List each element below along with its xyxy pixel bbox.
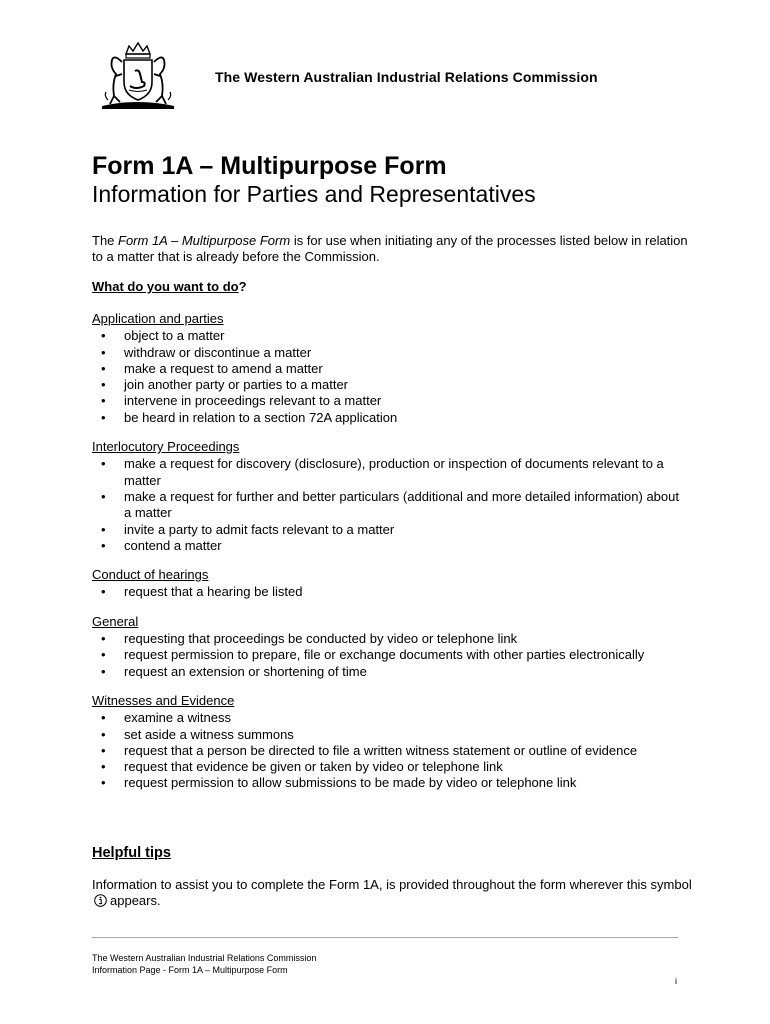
bullet-icon: • bbox=[101, 710, 106, 726]
list-item-text: make a request to amend a matter bbox=[124, 360, 323, 376]
list-item bbox=[92, 727, 682, 743]
list-item bbox=[92, 456, 682, 489]
intro-suffix: is for use when initiating any of the processes listed below in relation to a matter that is already before the Commission. bbox=[92, 233, 688, 264]
list-item bbox=[92, 377, 682, 393]
organisation-header: The Western Australian Industrial Relations Commission bbox=[215, 69, 598, 85]
list-item bbox=[92, 328, 682, 344]
helpful-tips-heading: Helpful tips bbox=[92, 845, 171, 861]
bullet-icon: • bbox=[101, 537, 106, 553]
question-mark: ? bbox=[238, 279, 247, 294]
list-item-text: intervene in proceedings relevant to a matter bbox=[124, 393, 382, 409]
intro-form-name: Form 1A – Multipurpose Form bbox=[118, 233, 291, 248]
question-heading bbox=[92, 279, 247, 294]
list-item-text: request that a person be directed to file a written witness statement or outline of evidence bbox=[124, 742, 638, 758]
tips-text-after: appears. bbox=[110, 893, 161, 908]
section bbox=[92, 439, 682, 554]
list-item-text: request permission to allow submissions to be made by video or telephone link bbox=[124, 775, 577, 791]
list-item-text: make a request for discovery (disclosure), production or inspection of documents relevant to a matter bbox=[124, 456, 664, 488]
list-item bbox=[92, 393, 682, 409]
bullet-list bbox=[92, 456, 682, 554]
bullet-icon: • bbox=[101, 488, 106, 504]
section bbox=[92, 311, 682, 426]
list-item bbox=[92, 710, 682, 726]
list-item-text: examine a witness bbox=[124, 710, 231, 726]
list-item-text: request that evidence be given or taken by video or telephone link bbox=[124, 759, 503, 775]
info-icon bbox=[94, 894, 107, 907]
bullet-list bbox=[92, 710, 682, 791]
list-item bbox=[92, 664, 682, 680]
intro-paragraph bbox=[92, 233, 692, 265]
bullet-icon: • bbox=[101, 759, 106, 775]
bullet-list bbox=[92, 584, 682, 600]
section-title: Application and parties bbox=[92, 311, 224, 326]
list-item bbox=[92, 584, 682, 600]
page-subtitle: Information for Parties and Representatives bbox=[92, 181, 536, 207]
list-item-text: set aside a witness summons bbox=[124, 726, 294, 742]
section-title: Conduct of hearings bbox=[92, 567, 209, 583]
bullet-icon: • bbox=[101, 647, 106, 663]
bullet-icon: • bbox=[101, 344, 106, 360]
section bbox=[92, 614, 682, 680]
list-item bbox=[92, 631, 682, 647]
question-text: What do you want to do bbox=[92, 279, 239, 294]
tips-text-before: Information to assist you to complete the Form 1A, is provided throughout the form wherever this symbol bbox=[92, 877, 692, 892]
bullet-icon: • bbox=[101, 631, 106, 647]
bullet-icon: • bbox=[101, 726, 106, 742]
bullet-icon: • bbox=[101, 521, 106, 537]
list-item bbox=[92, 743, 682, 759]
page-title: Form 1A – Multipurpose Form bbox=[92, 152, 447, 180]
bullet-icon: • bbox=[101, 663, 106, 679]
bullet-icon: • bbox=[101, 584, 106, 600]
footer-divider bbox=[92, 937, 678, 938]
list-item-text: join another party or parties to a matter bbox=[124, 377, 349, 393]
bullet-icon: • bbox=[101, 456, 106, 472]
list-item-text: be heard in relation to a section 72A application bbox=[124, 409, 398, 425]
process-sections bbox=[92, 311, 682, 805]
list-item bbox=[92, 361, 682, 377]
bullet-icon: • bbox=[101, 377, 106, 393]
intro-prefix: The bbox=[92, 233, 119, 248]
section bbox=[92, 567, 682, 601]
list-item-text: contend a matter bbox=[124, 537, 222, 553]
list-item bbox=[92, 647, 682, 663]
footer-organisation: The Western Australian Industrial Relations Commission bbox=[92, 953, 317, 963]
bullet-list bbox=[92, 631, 682, 680]
bullet-list bbox=[92, 328, 682, 426]
coat-of-arms-logo bbox=[96, 40, 180, 112]
section-title: Interlocutory Proceedings bbox=[92, 439, 240, 455]
list-item bbox=[92, 489, 682, 522]
list-item bbox=[92, 759, 682, 775]
list-item-text: make a request for further and better particulars (additional and more detailed information) about a matter bbox=[124, 488, 679, 521]
section bbox=[92, 693, 682, 792]
list-item bbox=[92, 522, 682, 538]
page-number: i bbox=[675, 976, 677, 986]
list-item bbox=[92, 410, 682, 426]
footer-form-reference: Information Page - Form 1A – Multipurpose Form bbox=[92, 965, 288, 975]
bullet-icon: • bbox=[101, 742, 106, 758]
section-title: Witnesses and Evidence bbox=[92, 692, 235, 708]
list-item-text: request that a hearing be listed bbox=[124, 584, 303, 600]
bullet-icon: • bbox=[101, 393, 106, 409]
list-item bbox=[92, 538, 682, 554]
list-item bbox=[92, 345, 682, 361]
list-item-text: invite a party to admit facts relevant to a matter bbox=[124, 521, 395, 537]
list-item-text: request an extension or shortening of time bbox=[124, 663, 367, 679]
list-item-text: requesting that proceedings be conducted by video or telephone link bbox=[124, 631, 518, 647]
helpful-tips-text bbox=[92, 877, 692, 909]
bullet-icon: • bbox=[101, 360, 106, 376]
list-item-text: object to a matter bbox=[124, 328, 225, 344]
bullet-icon: • bbox=[101, 328, 106, 344]
list-item-text: withdraw or discontinue a matter bbox=[124, 344, 312, 360]
list-item-text: request permission to prepare, file or exchange documents with other parties electronically bbox=[124, 647, 645, 663]
bullet-icon: • bbox=[101, 775, 106, 791]
list-item bbox=[92, 775, 682, 791]
section-title: General bbox=[92, 613, 139, 629]
bullet-icon: • bbox=[101, 409, 106, 425]
